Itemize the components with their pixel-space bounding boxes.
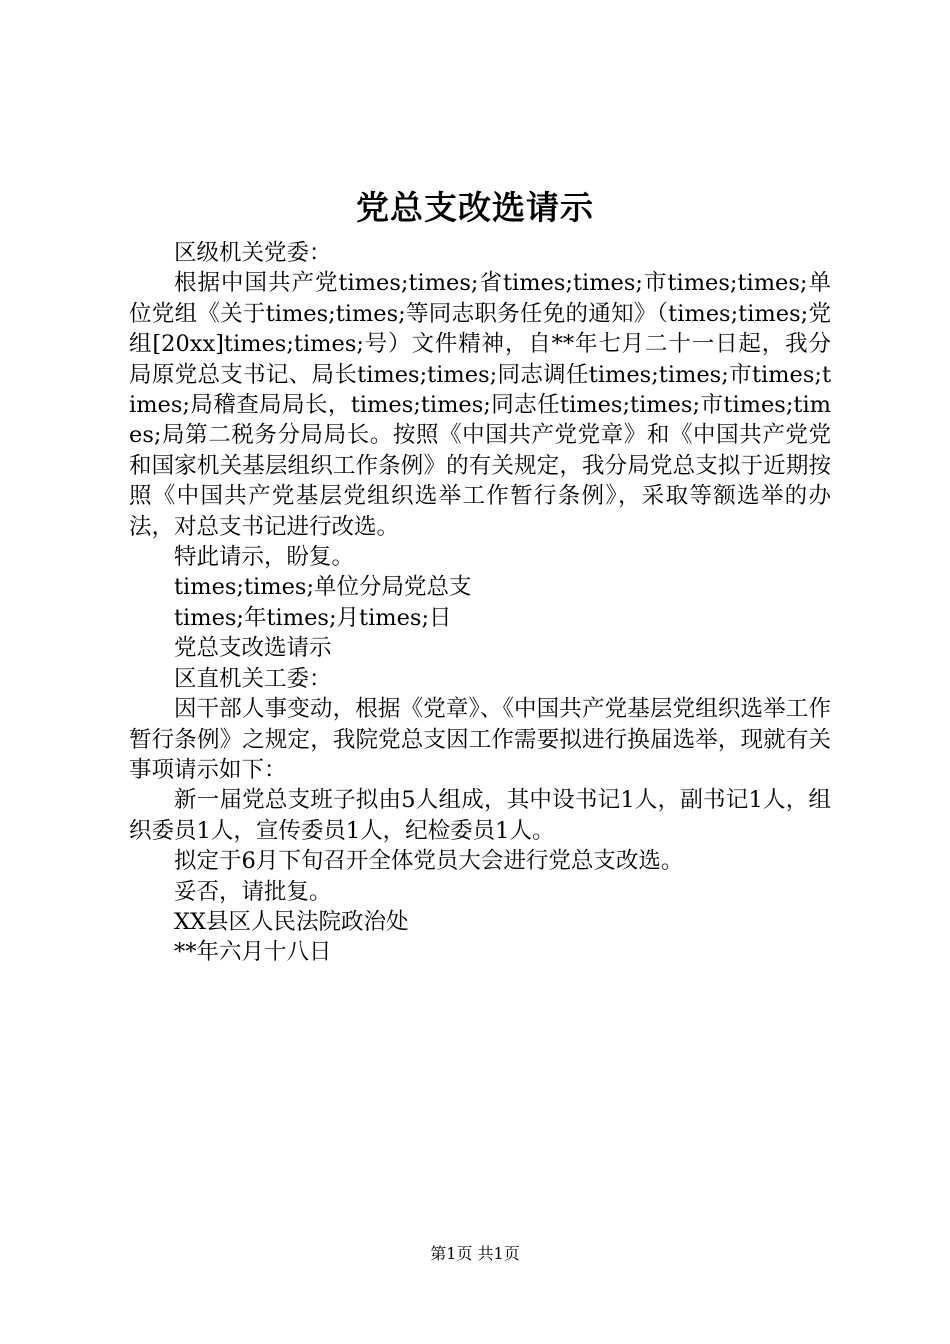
second-salutation: 区直机关工委： bbox=[174, 665, 332, 692]
document-title: 党总支改选请示 bbox=[356, 188, 594, 227]
document-body bbox=[129, 238, 831, 968]
body-paragraph: 因干部人事变动，根据《党章》、《中国共产党基层党组织选举工作暂行条例》之规定，我院党总支因工作需要拟进行换届选举，现就有关事项请示如下： bbox=[129, 696, 831, 783]
body-paragraph: 拟定于6月下旬召开全体党员大会进行党总支改选。 bbox=[174, 848, 684, 875]
signature-unit: times;times;单位分局党总支 bbox=[174, 574, 472, 601]
signature-unit: XX县区人民法院政治处 bbox=[174, 908, 409, 935]
signature-date: times;年times;月times;日 bbox=[174, 604, 452, 631]
page-number: 第1页 共1页 bbox=[430, 1244, 520, 1263]
salutation: 区级机关党委： bbox=[174, 240, 332, 266]
second-title: 党总支改选请示 bbox=[174, 635, 332, 662]
closing-request: 特此请示，盼复。 bbox=[174, 544, 355, 571]
body-paragraph: 新一届党总支班子拟由5人组成，其中设书记1人，副书记1人，组织委员1人，宣传委员1人，纪检委员1人。 bbox=[129, 787, 831, 844]
body-paragraph: 根据中国共产党times;times;省times;times;市times;times;单位党组《关于times;times;等同志职务任免的通知》（times;times;党组[20xx]times;times;号）文件精神，自**年七月二十一日起，我分局原党总支书记、局长times;times;同志调任times;times;市times;times;局稽查局局长，times;times;同志任times;times;市times;times;局第二税务分局局长。按照《中国共产党党章》和《中国共产党党和国家机关基层组织工作条例》的有关规定，我分局党总支拟于近期按照《中国共产党基层党组织选举工作暂行条例》，采取等额选举的办法，对总支书记进行改选。 bbox=[129, 270, 831, 540]
closing-request: 妥否，请批复。 bbox=[174, 878, 332, 905]
signature-date: **年六月十八日 bbox=[174, 939, 332, 966]
